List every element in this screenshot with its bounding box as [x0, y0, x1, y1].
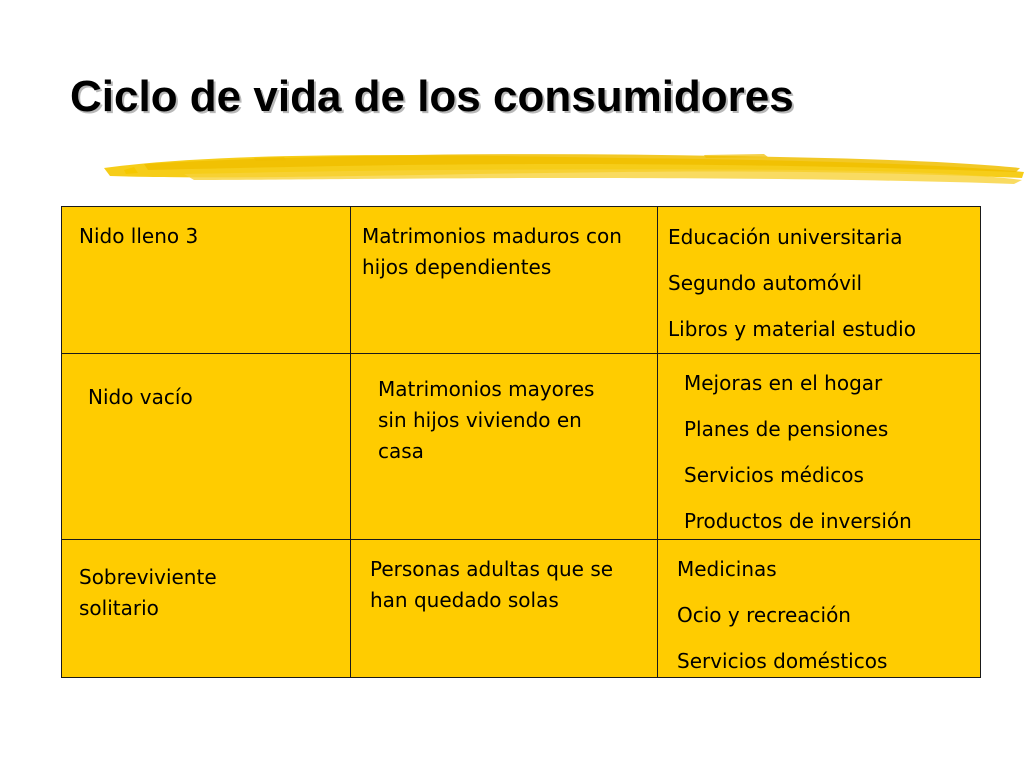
- list-item: Educación universitaria: [668, 225, 903, 249]
- stage-cell: [62, 354, 351, 540]
- purchases-list: [668, 214, 916, 352]
- stage-label: Sobreviviente solitario: [79, 565, 217, 620]
- slide-title: Ciclo de vida de los consumidores: [70, 72, 794, 121]
- consumer-lifecycle-table: [61, 206, 981, 678]
- purchases-list: [677, 546, 887, 684]
- stage-cell: [62, 207, 351, 354]
- list-item: Productos de inversión: [684, 509, 912, 533]
- list-item: Planes de pensiones: [684, 417, 889, 441]
- description-text: Personas adultas que se han quedado solas: [370, 557, 614, 612]
- list-item: Ocio y recreación: [677, 603, 851, 627]
- brush-stroke-decoration: [104, 146, 1024, 188]
- table-row: [62, 207, 981, 354]
- table-row: [62, 540, 981, 678]
- list-item: Servicios médicos: [684, 463, 864, 487]
- purchases-cell: [658, 207, 981, 354]
- stage-cell: [62, 540, 351, 678]
- description-text: Matrimonios mayores sin hijos viviendo en casa: [378, 377, 595, 463]
- purchases-list: [684, 360, 912, 544]
- list-item: Mejoras en el hogar: [684, 371, 883, 395]
- description-cell: [351, 540, 658, 678]
- description-text: Matrimonios maduros con hijos dependientes: [362, 224, 622, 279]
- list-item: Libros y material estudio: [668, 317, 916, 341]
- description-cell: [351, 207, 658, 354]
- description-cell: [351, 354, 658, 540]
- list-item: Servicios domésticos: [677, 649, 888, 673]
- list-item: Segundo automóvil: [668, 271, 863, 295]
- purchases-cell: [658, 354, 981, 540]
- stage-label: Nido vacío: [88, 385, 193, 409]
- purchases-cell: [658, 540, 981, 678]
- stage-label: Nido lleno 3: [79, 224, 199, 248]
- table-row: [62, 354, 981, 540]
- list-item: Medicinas: [677, 557, 777, 581]
